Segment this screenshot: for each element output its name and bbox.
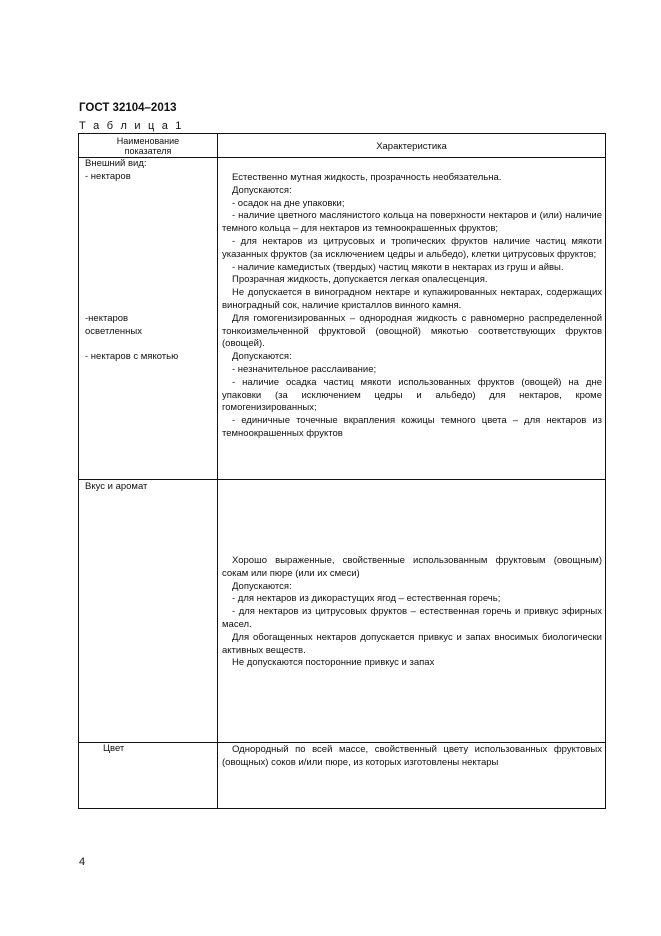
column-header-name bbox=[79, 136, 217, 156]
appearance-paragraph: - наличие цветного маслянистого кольца на поверхности нектаров и (или) наличие темного кольца – для нектаров из темноокрашенных фруктов; bbox=[222, 210, 602, 235]
appearance-paragraph: - наличие осадка частиц мякоти использованных фруктов (овощей) на дне упаковки (за исключением цедры и альбедо) для нектаров, кроме гомогенизированных; bbox=[222, 376, 602, 414]
appearance-paragraph: Естественно мутная жидкость, прозрачность необязательна. bbox=[232, 172, 502, 183]
taste-paragraph: Хорошо выраженные, свойственные использованным фруктовым (овощным) сокам или пюре (или их смеси) bbox=[222, 555, 602, 579]
taste-paragraph: Допускаются: bbox=[232, 580, 292, 592]
appearance-paragraph: - для нектаров из цитрусовых и тропических фруктов наличие частиц мякоти указанных фруктов (за исключением цедры и альбедо), клетки цитрусовых фруктов; bbox=[222, 235, 602, 260]
column-header-characteristic: Характеристика bbox=[376, 141, 447, 152]
label-pulp-nectars: - нектаров с мякотью bbox=[85, 351, 179, 362]
table-caption: Т а б л и ц а 1 bbox=[79, 120, 184, 132]
taste-paragraph: Не допускаются посторонние привкус и запах bbox=[232, 657, 435, 669]
appearance-paragraph: - наличие камедистых (твердых) частиц мякоти в нектарах из груш и айвы. bbox=[232, 261, 564, 273]
label-appearance: Внешний вид: bbox=[85, 158, 147, 169]
appearance-paragraph: - осадок на дне упаковки; bbox=[232, 197, 345, 209]
header-divider bbox=[79, 157, 605, 158]
appearance-paragraph: Допускаются: bbox=[232, 184, 292, 196]
appearance-paragraph: Допускаются: bbox=[232, 351, 292, 363]
column-header-name-line: показателя bbox=[124, 146, 172, 156]
appearance-characteristic bbox=[222, 172, 602, 441]
row-divider bbox=[79, 742, 605, 743]
document-title: ГОСТ 32104–2013 bbox=[79, 102, 177, 114]
label-taste-aroma: Вкус и аромат bbox=[85, 481, 148, 492]
color-characteristic bbox=[222, 744, 602, 770]
column-divider bbox=[217, 134, 218, 808]
taste-characteristic bbox=[222, 555, 602, 670]
specification-table bbox=[78, 133, 606, 809]
taste-paragraph: Для обогащенных нектаров допускается привкус и запах вносимых биологически активных веществ. bbox=[222, 631, 602, 656]
label-nectars: - нектаров bbox=[85, 171, 131, 182]
taste-paragraph: - для нектаров из цитрусовых фруктов – естественная горечь и привкус эфирных масел. bbox=[222, 606, 602, 630]
appearance-paragraph: - незначительное расслаивание; bbox=[232, 363, 377, 375]
color-paragraph: Однородный по всей массе, свойственный цвету использованных фруктовых (овощных) соков и/или пюре, из которых изготовлены нектары bbox=[222, 744, 602, 768]
taste-paragraph: - для нектаров из дикорастущих ягод – естественная горечь; bbox=[232, 593, 501, 605]
appearance-paragraph: Для гомогенизированных – однородная жидкость с равномерно распределенной тонкоизмельченной фруктовой (овощной) мякотью соответствующих фруктов (овощей). bbox=[222, 312, 602, 350]
appearance-paragraph: - единичные точечные вкрапления кожицы темного цвета – для нектаров из темноокрашенных фруктов bbox=[222, 415, 602, 439]
page-number: 4 bbox=[79, 856, 86, 868]
label-clarified-nectars: -нектаров bbox=[85, 313, 129, 324]
appearance-paragraph: Прозрачная жидкость, допускается легкая опалесценция. bbox=[232, 274, 488, 286]
appearance-paragraph: Не допускается в виноградном нектаре и купажированных нектарах, содержащих виноградный сок, наличие кристаллов винного камня. bbox=[222, 287, 602, 311]
column-header-name-line: Наименование bbox=[116, 136, 180, 146]
row-divider bbox=[79, 479, 605, 480]
label-clarified-nectars: осветленных bbox=[85, 326, 142, 337]
label-color: Цвет bbox=[103, 743, 125, 754]
